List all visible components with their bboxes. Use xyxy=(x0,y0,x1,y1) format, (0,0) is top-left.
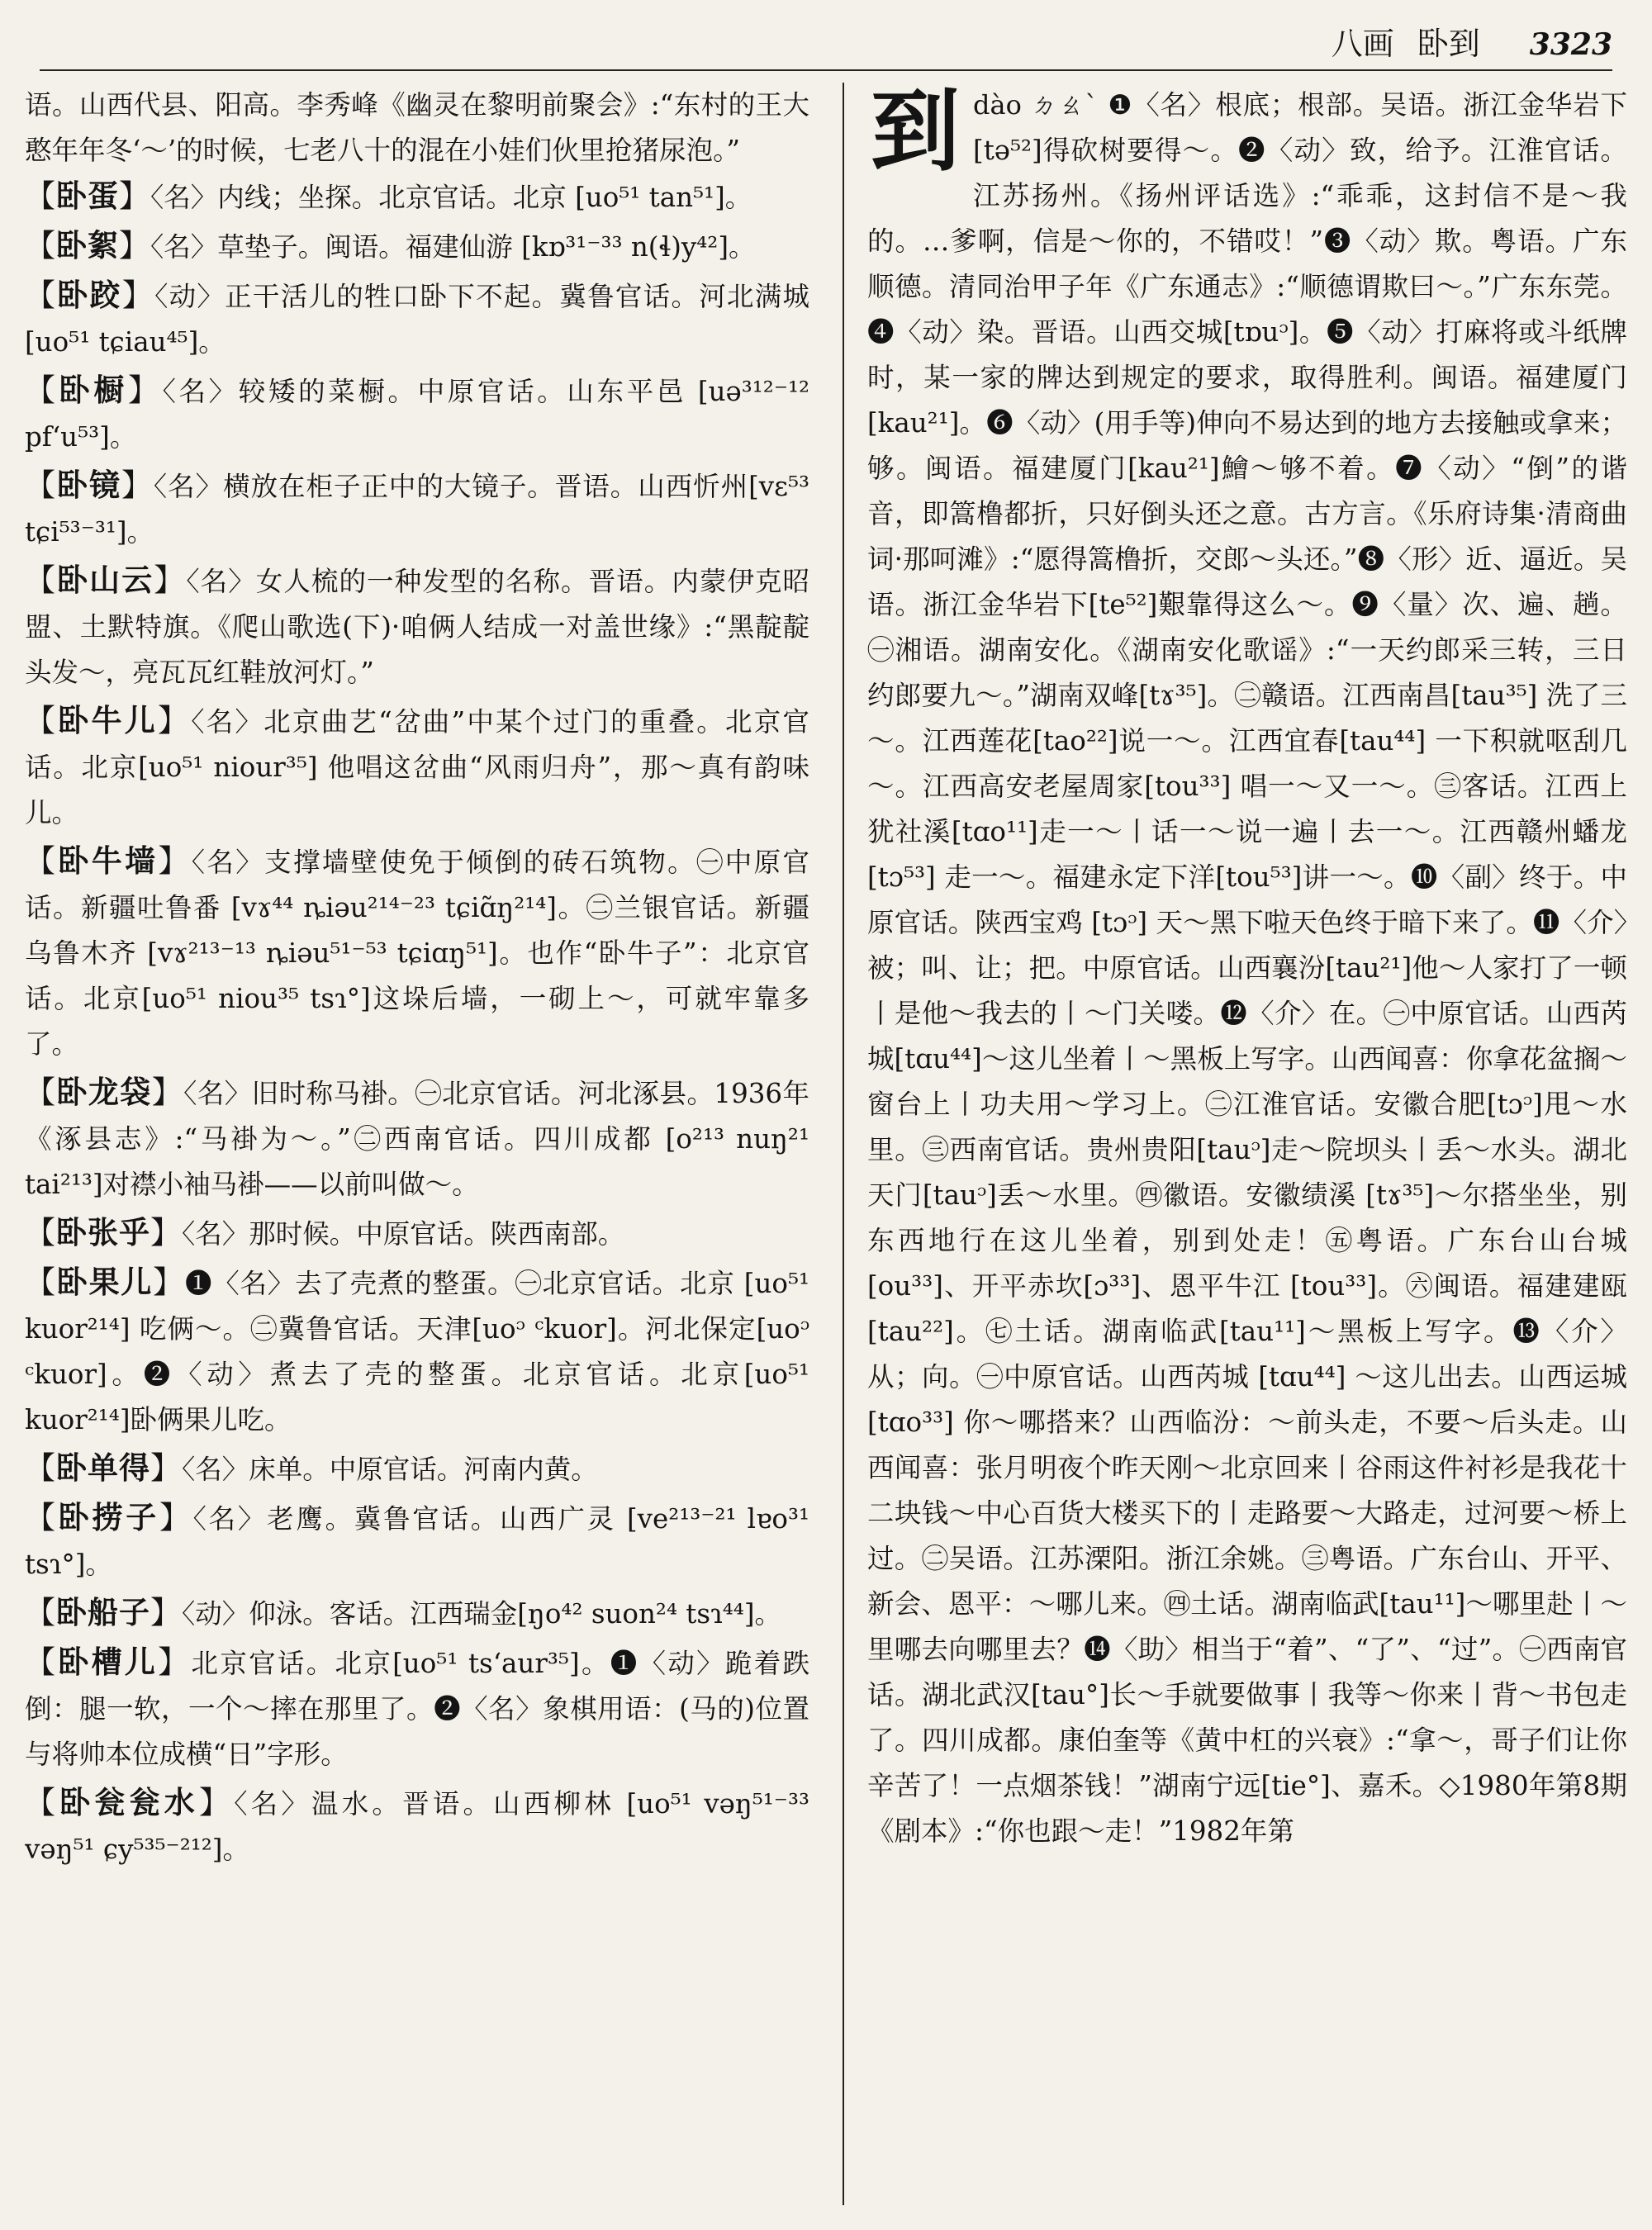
bracket-open: 【 xyxy=(25,1644,59,1680)
dictionary-entry xyxy=(25,1210,809,1257)
entry-definition: 〈动〉仰泳。客话。江西瑞金[ŋo⁴² suon²⁴ tsɿ⁴⁴]。 xyxy=(182,1598,781,1630)
headword-text: 卧船子 xyxy=(56,1594,150,1630)
entry-headword xyxy=(25,1264,185,1300)
entry-definition: 〈动〉正干活儿的牲口卧下不起。冀鲁官话。河北满城 [uo⁵¹ tɕiau⁴⁵]。 xyxy=(25,281,809,358)
headword-text: 卧槽儿 xyxy=(58,1644,159,1680)
headword-text: 卧山云 xyxy=(57,562,154,598)
bracket-open: 【 xyxy=(25,278,58,313)
dictionary-entry xyxy=(25,1445,809,1492)
entry-headword xyxy=(25,842,192,879)
headword-dao: 到 xyxy=(871,83,961,183)
headword-text: 卧镜 xyxy=(56,467,121,503)
dictionary-entry xyxy=(25,1780,809,1872)
bracket-close: 】 xyxy=(151,1075,184,1110)
entry-headword xyxy=(25,178,150,214)
bracket-close: 】 xyxy=(158,1644,192,1680)
entry-definition: 〈名〉横放在柜子正中的大镜子。晋语。山西忻州[vɛ⁵³ tɕi⁵³⁻³¹]。 xyxy=(25,471,809,548)
right-column xyxy=(867,83,1627,2209)
bracket-open: 【 xyxy=(25,1450,56,1486)
entry-definition: ❶〈名〉去了壳煮的整蛋。㊀北京官话。北京 [uo⁵¹ kuor²¹⁴] 吃俩～。㊁冀鲁官话。天津[uoᵓ ᶜkuor]。河北保定[uoᵓ ᶜkuor]。❷〈动〉煮去了壳的整蛋。北京官话。北京[uo⁵¹ kuor²¹⁴]卧俩果儿吃。 xyxy=(25,1268,809,1435)
continuation-text: 语。山西代县、阳高。李秀峰《幽灵在黎明前聚会》:“东村的王大憨年年冬‘～’的时候，七老八十的混在小娃们伙里抢猪尿泡。” xyxy=(25,89,809,166)
entry-definition: 〈名〉那时候。中原官话。陕西南部。 xyxy=(182,1218,625,1250)
bracket-open: 【 xyxy=(25,1215,56,1250)
dictionary-entry xyxy=(25,1495,809,1587)
bracket-open: 【 xyxy=(25,1785,60,1820)
bracket-open: 【 xyxy=(25,467,57,503)
dictionary-entry xyxy=(25,838,809,1067)
bracket-close: 】 xyxy=(119,228,150,263)
headword-text: 卧果儿 xyxy=(56,1264,154,1300)
bracket-open: 【 xyxy=(25,1264,57,1300)
entry-definition: 〈名〉老鹰。冀鲁官话。山西广灵 [ve²¹³⁻²¹ lɐo³¹ tsɿ°]。 xyxy=(25,1503,809,1580)
entry-definition: 北京官话。北京[uo⁵¹ ts‘aur³⁵]。❶〈动〉跪着跌倒：腿一软，一个～摔在那里了。❷〈名〉象棋用语：(马的)位置与将帅本位成横“日”字形。 xyxy=(25,1648,809,1770)
entry-headword xyxy=(25,1450,182,1486)
bracket-close: 】 xyxy=(158,843,192,879)
bracket-close: 】 xyxy=(159,1500,193,1535)
dictionary-entry xyxy=(25,1590,809,1637)
pinyin: dào ㄉㄠˋ xyxy=(973,89,1099,121)
headword-text: 卧牛儿 xyxy=(58,702,158,738)
entry-dao xyxy=(867,83,1627,1854)
running-header xyxy=(1272,18,1612,64)
entry-list xyxy=(25,173,809,1872)
entry-headword xyxy=(25,1499,193,1535)
dictionary-entry xyxy=(25,223,809,270)
bracket-close: 】 xyxy=(154,562,187,598)
bracket-open: 【 xyxy=(25,178,56,214)
headword-text: 卧橱 xyxy=(59,372,128,408)
headword-text: 卧牛墙 xyxy=(58,842,159,879)
entry-definition: 〈名〉内线；坐探。北京官话。北京 [uo⁵¹ tan⁵¹]。 xyxy=(150,182,752,213)
headword-text: 卧跤 xyxy=(57,277,122,313)
entry-headword xyxy=(25,1074,183,1110)
dictionary-entry xyxy=(25,558,809,695)
entry-headword xyxy=(25,1214,182,1250)
bracket-open: 【 xyxy=(25,703,59,738)
entry-headword xyxy=(25,277,154,313)
dictionary-entry xyxy=(25,368,809,460)
entry-headword xyxy=(25,1644,192,1680)
headword-text: 卧单得 xyxy=(56,1450,150,1486)
bracket-close: 】 xyxy=(198,1785,235,1820)
dictionary-entry xyxy=(25,273,809,365)
entry-definition: 〈名〉较矮的菜橱。中原官话。山东平邑 [uə³¹²⁻¹² pf‘u⁵³]。 xyxy=(25,376,809,453)
entry-headword xyxy=(25,372,163,408)
bracket-open: 【 xyxy=(25,1500,59,1535)
bracket-open: 【 xyxy=(25,1075,57,1110)
dictionary-entry xyxy=(25,1260,809,1443)
dictionary-entry xyxy=(25,1639,809,1777)
bracket-close: 】 xyxy=(157,703,192,738)
bracket-close: 】 xyxy=(150,1215,182,1250)
entry-headword xyxy=(25,562,186,598)
entry-headword xyxy=(25,1594,182,1630)
dictionary-entry xyxy=(25,173,809,221)
entry-headword xyxy=(25,702,191,738)
definition-body: ❶〈名〉根底；根部。吴语。浙江金华岩下[tə⁵²]得砍树要得～。❷〈动〉致，给予。江淮官话。江苏扬州。《扬州评话选》:“乖乖，这封信不是～我的。…爹啊，信是～你的，不错哎！”❸〈动〉欺。粤语。广东顺德。清同治甲子年《广东通志》:“顺德谓欺曰～。”广东东莞。❹〈动〉染。晋语。山西交城[tɒuᵓ]。❺〈动〉打麻将或斗纸牌时，某一家的牌达到规定的要求，取得胜利。闽语。福建厦门 [kau²¹]。❻〈动〉(用手等)伸向不易达到的地方去接触或拿来；够。闽语。福建厦门[kau²¹]鱠～够不着。❼〈动〉“倒”的谐音，即篙橹都折，只好倒头还之意。古方言。《乐府诗集·清商曲词·那呵滩》:“愿得篙橹折，交郎～头还。”❽〈形〉近、逼近。吴语。浙江金华岩下[te⁵²]艱靠得这么～。❾〈量〉次、遍、趟。㊀湘语。湖南安化。《湖南安化歌谣》:“一天约郎采三转，三日约郎要九～。”湖南双峰[tɤ³⁵]。㊁赣语。江西南昌[tau³⁵] 洗了三～。江西莲花[tao²²]说一～。江西宜春[tau⁴⁴] 一下积就呕刮几～。江西高安老屋周家[tou³³] 唱一～又一～。㊂客话。江西上犹社溪[tɑo¹¹]走一～丨话一～说一遍丨去一～。江西赣州蟠龙 [tɔ⁵³] 走一～。福建永定下洋[tou⁵³]讲一～。❿〈副〉终于。中原官话。陕西宝鸡 [tɔᵓ] 天～黑下啦天色终于暗下来了。⓫〈介〉被；叫、让；把。中原官话。山西襄汾[tau²¹]他～人家打了一顿丨是他～我去的丨～门关喽。⓬〈介〉在。㊀中原官话。山西芮城[tɑu⁴⁴]～这儿坐着丨～黑板上写字。山西闻喜：你拿花盆搁～窗台上丨功夫用～学习上。㊁江淮官话。安徽合肥[tɔᵓ]甩～水里。㊂西南官话。贵州贵阳[tauᵓ]走～院坝头丨丢～水头。湖北天门[tauᵓ]丢～水里。㊃徽语。安徽绩溪 [tɤ³⁵]～尔搭坐坐，别东西地行在这儿坐着，别到处走！㊄粤语。广东台山台城[ou³³]、开平赤坎[ɔ³³]、恩平牛江 [tou³³]。㊅闽语。福建建瓯[tau²²]。㊆土话。湖南临武[tau¹¹]～黑板上写字。⓭〈介〉从；向。㊀中原官话。山西芮城 [tɑu⁴⁴] ～这儿出去。山西运城 [tɑo³³] 你～哪搭来？山西临汾：～前头走，不要～后头走。山西闻喜：张月明夜个昨天刚～北京回来丨谷雨这件衬衫是我花十二块钱～中心百货大楼买下的丨走路要～大路走，过河要～桥上过。㊁吴语。江苏溧阳。浙江余姚。㊂粤语。广东台山、开平、新会、恩平：～哪儿来。㊃土话。湖南临武[tau¹¹]～哪里赴丨～里哪去向哪里去？⓮〈助〉相当于“着”、“了”、“过”。㊀西南官话。湖北武汉[tau°]长～手就要做事丨我等～你来丨背～书包走了。四川成都。康伯奎等《黄中杠的兴衰》:“拿～，哥子们让你辛苦了！一点烟茶钱！”湖南宁远[tie°]、嘉禾。◇1980年第8期《剧本》:“你也跟～走！”1982年第 xyxy=(867,89,1627,1847)
entry-definition: 〈名〉旧时称马褂。㊀北京官话。河北涿县。1936年《涿县志》:“马褂为～。”㊁西南官话。四川成都 [o²¹³ nuŋ²¹ tai²¹³]对襟小袖马褂——以前叫做～。 xyxy=(25,1078,809,1200)
entry-definition: 〈名〉北京曲艺“岔曲”中某个过门的重叠。北京官话。北京[uo⁵¹ niour³⁵] 他唱这岔曲“风雨归舟”，那～真有韵味儿。 xyxy=(25,706,809,828)
page-number: 3323 xyxy=(1529,27,1612,62)
entry-definition: 〈名〉女人梳的一种发型的名称。晋语。内蒙伊克昭盟、土默特旗。《爬山歌选(下)·咱俩人结成一对盖世缘》:“黑靛靛头发～，亮瓦瓦红鞋放河灯。” xyxy=(25,566,809,688)
headword-text: 卧捞子 xyxy=(58,1499,159,1535)
headword-text: 卧龙袋 xyxy=(56,1074,152,1110)
left-column xyxy=(25,83,809,2209)
bracket-open: 【 xyxy=(25,372,59,408)
headword-text: 卧瓮瓮水 xyxy=(59,1784,199,1820)
section-label: 八画 xyxy=(1331,26,1394,62)
bracket-close: 】 xyxy=(150,1595,182,1630)
entry-definition: 〈名〉草垫子。闽语。福建仙游 [kɒ³¹⁻³³ n(ɬ)y⁴²]。 xyxy=(150,231,756,263)
dictionary-entry xyxy=(25,463,809,555)
bracket-open: 【 xyxy=(25,562,58,598)
column-divider xyxy=(843,83,844,2205)
bracket-close: 】 xyxy=(119,178,150,214)
bracket-open: 【 xyxy=(25,1595,56,1630)
bracket-open: 【 xyxy=(25,228,56,263)
entry-headword xyxy=(25,467,154,503)
headword-text: 卧蛋 xyxy=(56,178,119,214)
bracket-close: 】 xyxy=(153,1264,185,1300)
entry-definition: 〈名〉支撑墙壁使免于倾倒的砖石筑物。㊀中原官话。新疆吐鲁番 [vɤ⁴⁴ ȵiəu²¹⁴⁻²³ tɕiɑ̃ŋ²¹⁴]。㊁兰银官话。新疆乌鲁木齐 [vɤ²¹³⁻¹³ ȵiəu⁵¹⁻⁵³ tɕiɑŋ⁵¹]。也作“卧牛子”：北京官话。北京[uo⁵¹ niou³⁵ tsɿ°]这垛后墙，一砌上～，可就牢靠多了。 xyxy=(25,847,809,1060)
entry-definition: 〈名〉温水。晋语。山西柳林 [uo⁵¹ vəŋ⁵¹⁻³³ vəŋ⁵¹ ɕy⁵³⁵⁻²¹²]。 xyxy=(25,1788,809,1865)
bracket-close: 】 xyxy=(121,278,155,313)
entry-headword xyxy=(25,227,150,263)
header-rule xyxy=(40,69,1612,71)
entry-headword xyxy=(25,1784,234,1820)
headword-text: 卧絮 xyxy=(56,227,119,263)
bracket-close: 】 xyxy=(150,1450,182,1486)
bracket-close: 】 xyxy=(127,372,163,408)
dictionary-entry xyxy=(25,1070,809,1208)
headword-text: 卧张乎 xyxy=(56,1214,150,1250)
bracket-close: 】 xyxy=(121,467,154,503)
bracket-open: 【 xyxy=(25,843,59,879)
header-headwords: 卧到 xyxy=(1417,26,1480,62)
dictionary-entry xyxy=(25,698,809,836)
entry-definition: 〈名〉床单。中原官话。河南内黄。 xyxy=(182,1454,598,1485)
